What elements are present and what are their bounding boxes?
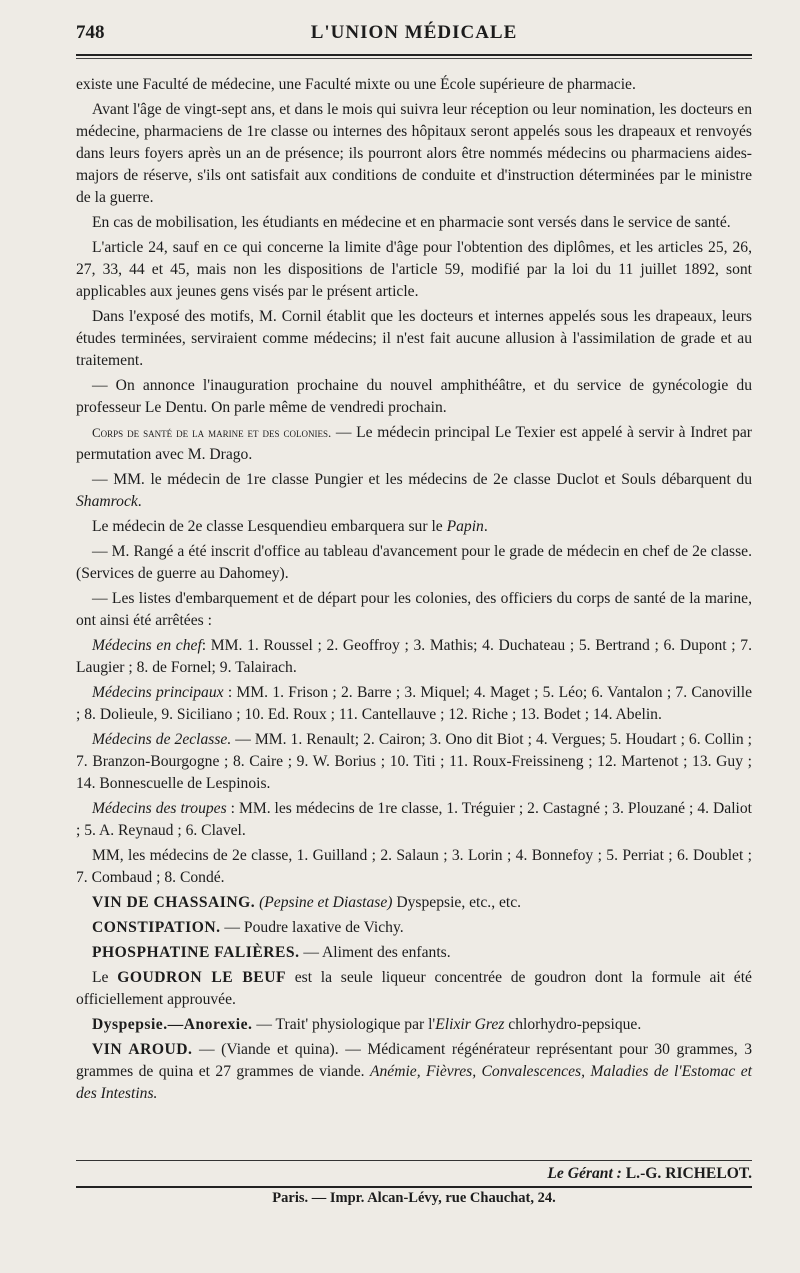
ad-italic: (Pepsine et Diastase) [259,894,393,911]
paragraph: existe une Faculté de médecine, une Faculté mixte ou une École supérieure de pharmacie. [76,76,636,93]
advertisement [76,892,752,914]
ad-italic: Elixir Grez [435,1016,505,1033]
paragraph-text: — Le médecin principal Le Texier est appelé à servir à Indret par permutation avec M. Drago. [76,424,752,463]
paragraph-text: — MM. 1. Renault; 2. Cairon; 3. Ono dit Biot ; 4. Vergues; 5. Houdart ; 6. Collin ; 7. Branzon-Bourgogne ; 8. Caire ; 9. W. Borius ; 10. Titi ; 11. Roux-Freissineng ; 12. Martenot ; 13. Guy ; 14. Bonnescuelle de Lespinois. [76,731,752,792]
ad-name: PHOSPHATINE FALIÈRES. [92,944,300,961]
section-heading: Corps de santé de la marine et des colonies. [92,425,332,440]
paragraph-text: : MM. 1. Roussel ; 2. Geoffroy ; 3. Mathis; 4. Duchateau ; 5. Bertrand ; 6. Dupont ; 7. Laugier ; 8. de Fornel; 9. Talairach. [76,637,752,676]
ad-text: est la seule liqueur concentrée de goudron dont la formule ait été officiellement approuvée. [76,969,752,1008]
paragraph-text: — MM. le médecin de 1re classe Pungier et les médecins de 2e classe Duclot et Souls débarquent du [92,471,752,488]
paragraph-text: . [483,518,488,535]
imprint-rule [76,1186,752,1188]
advertisement [76,942,752,964]
article-body [76,74,752,1108]
ad-name: Dyspepsie.—Anorexie. [92,1016,253,1033]
paragraph-text: . [137,493,142,510]
printer-imprint: Paris. — Impr. Alcan-Lévy, rue Chauchat, 24. [272,1190,556,1206]
header-rule-thin [76,58,752,59]
list-heading: Médecins de 2eclasse. [92,731,232,748]
paragraph [76,682,752,726]
paragraph: — M. Rangé a été inscrit d'office au tableau d'avancement pour le grade de médecin en chef de 2e classe. (Services de guerre au Dahomey). [76,543,752,582]
paragraph: MM, les médecins de 2e classe, 1. Guilland ; 2. Salaun ; 3. Lorin ; 4. Bonnefoy ; 5. Perriat ; 6. Doublet ; 7. Combaud ; 8. Condé. [76,847,752,886]
signature-name: L.-G. RICHELOT. [625,1165,752,1182]
list-heading: Médecins en chef [92,637,202,654]
ad-text: Dyspepsie, etc., etc. [392,894,522,911]
paragraph [76,635,752,679]
paragraph-text: Le médecin de 2e classe Lesquendieu embarquera sur le [92,518,447,535]
ad-text: — Poudre laxative de Vichy. [220,919,404,936]
list-heading: Médecins principaux [92,684,224,701]
paragraph: — On annonce l'inauguration prochaine du nouvel amphithéâtre, et du service de gynécologie du professeur Le Dentu. On parle même de vendredi prochain. [76,377,752,416]
paragraph [76,469,752,513]
advertisement [76,917,752,939]
ad-name: VIN AROUD. [92,1041,193,1058]
ad-name: CONSTIPATION. [92,919,221,936]
signature-line [76,1160,752,1183]
paragraph [76,729,752,795]
header-rule [76,54,752,56]
list-heading: Médecins des troupes [92,800,227,817]
journal-title: L'UNION MÉDICALE [310,22,518,43]
signature-label: Le Gérant : [547,1165,622,1182]
paragraph: L'article 24, sauf en ce qui concerne la limite d'âge pour l'obtention des diplômes, et les articles 25, 26, 27, 33, 44 et 45, mais non les dispositions de l'article 59, modifié par la loi du 11 juillet 1892, sont applicables aux jeunes gens visés par le présent article. [76,239,752,300]
ship-name: Shamrock [76,493,138,510]
page-number: 748 [76,22,105,43]
paragraph-text: : MM. 1. Frison ; 2. Barre ; 3. Miquel; 4. Maget ; 5. Léo; 6. Vantalon ; 7. Canoville ; 8. Dolieule, 9. Siciliano ; 10. Ed. Roux ; 11. Cantellauve ; 12. Riche ; 13. Bodet ; 14. Abelin. [76,684,752,723]
paragraph: Dans l'exposé des motifs, M. Cornil établit que les docteurs et internes appelés sous les drapeaux, leurs études terminées, serviraient comme médecins; il n'est fait aucune allusion à l'assimilation de grade et au traitement. [76,308,752,369]
paragraph [76,516,752,538]
page-header [76,20,752,50]
paragraph: En cas de mobilisation, les étudiants en médecine et en pharmacie sont versés dans le service de santé. [92,214,731,231]
ad-name: GOUDRON LE BEUF [117,969,286,986]
ad-text: Le [92,969,118,986]
ship-name: Papin [446,518,484,535]
advertisement [76,967,752,1011]
advertisement [76,1014,752,1036]
paragraph [76,798,752,842]
paragraph [76,422,752,466]
paragraph-text: : MM. les médecins de 1re classe, 1. Tréguier ; 2. Castagné ; 3. Plouzané ; 4. Daliot ; 5. A. Reynaud ; 6. Clavel. [76,800,752,839]
ad-text: — Aliment des enfants. [299,944,451,961]
ad-italic: Anémie, Fièvres, Convalescences, Maladies de l'Estomac et des Intestins. [76,1063,752,1102]
paragraph: — Les listes d'embarquement et de départ pour les colonies, des officiers du corps de santé de la marine, ont ainsi été arrêtées : [76,590,752,629]
ad-name: VIN DE CHASSAING. [92,894,256,911]
ad-text: — (Viande et quina). — Médicament régénérateur représentant pour 30 grammes, 3 grammes de quina et 27 grammes de viande. [76,1041,753,1080]
ad-text: chlorhydro-pepsique. [504,1016,642,1033]
paragraph: Avant l'âge de vingt-sept ans, et dans le mois qui suivra leur réception ou leur nomination, les docteurs en médecine, pharmaciens de 1re classe ou internes des hôpitaux seront appelés sous les drapeaux et renvoyés dans leurs foyers après un an de présence; ils pourront alors être nommés médecins ou pharmaciens aides-majors de réserve, s'ils ont satisfait aux conditions de conduite et d'instruction déterminées par le ministre de la guerre. [76,101,752,206]
ad-text: — Trait' physiologique par l' [252,1016,436,1033]
advertisement [76,1039,752,1105]
